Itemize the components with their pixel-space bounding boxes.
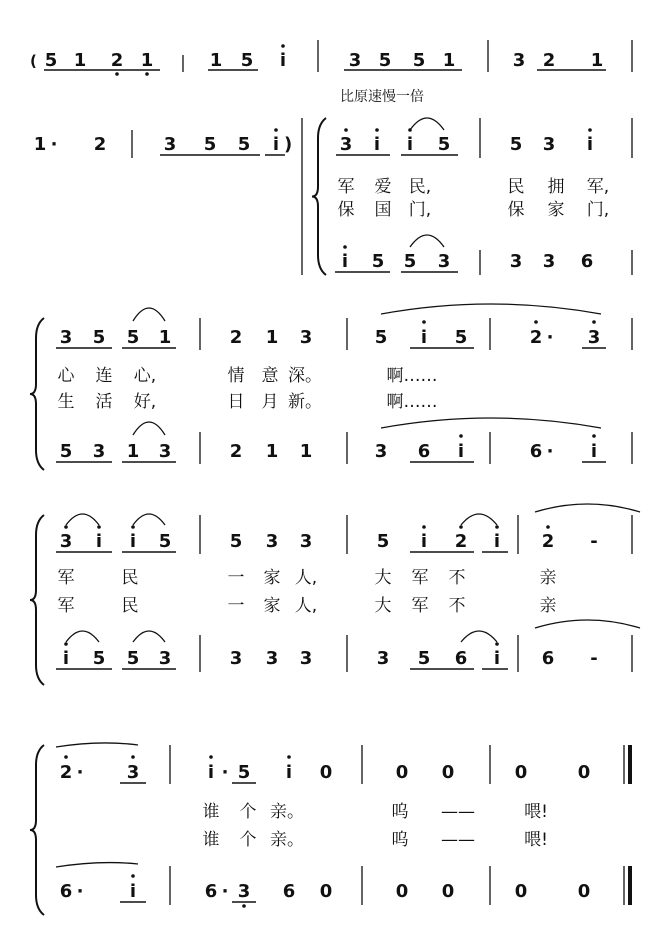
note: · [76, 881, 84, 902]
note: 5 [437, 134, 451, 155]
note: i [406, 134, 414, 155]
note: 0 [395, 762, 409, 783]
note: 2 [59, 762, 73, 783]
slur [410, 118, 444, 130]
lyric-syllable: 情 [227, 366, 245, 386]
octave-dot [422, 525, 426, 529]
note: 5 [44, 50, 58, 71]
note: · [76, 762, 84, 783]
lyric-syllable: 民, [408, 177, 432, 197]
octave-dot [375, 128, 379, 132]
slur [535, 620, 640, 628]
note: 5 [417, 648, 431, 669]
system-brace [30, 745, 44, 915]
note: 5 [403, 251, 417, 272]
note: 0 [319, 762, 333, 783]
octave-dot [131, 874, 135, 878]
lyric-syllable: 啊…… [386, 392, 438, 412]
note: 3 [299, 531, 313, 552]
note: i [341, 251, 349, 272]
octave-dot [343, 245, 347, 249]
note: 2 [454, 531, 468, 552]
lyric-syllable: 月 [261, 392, 279, 412]
note: 1 [158, 327, 172, 348]
lyric-syllable: 心, [133, 366, 157, 386]
note: i [62, 648, 70, 669]
open-paren: ( [30, 52, 37, 70]
note: 3 [126, 762, 140, 783]
lyric-syllable: 门, [408, 200, 432, 220]
note: 3 [158, 441, 172, 462]
note: 3 [265, 531, 279, 552]
slur [381, 304, 601, 314]
note: 1 [209, 50, 223, 71]
note: 3 [229, 648, 243, 669]
note: 5 [92, 327, 106, 348]
octave-dot [115, 72, 119, 76]
note: 3 [512, 50, 526, 71]
note: · [50, 134, 58, 155]
note: 5 [454, 327, 468, 348]
lyric-syllable: 保 [337, 200, 355, 220]
slur [133, 422, 165, 435]
lyric-syllable: 一 [227, 596, 245, 616]
lyric-syllable: —— [441, 802, 475, 822]
note: 5 [203, 134, 217, 155]
lyric-syllable: 军 [57, 568, 75, 588]
note: 0 [577, 762, 591, 783]
lyric-syllable: 生 [57, 392, 75, 412]
octave-dot [64, 525, 68, 529]
note: 3 [509, 251, 523, 272]
note: 1 [590, 50, 604, 71]
note: 6 [580, 251, 594, 272]
note: 0 [441, 881, 455, 902]
octave-dot [131, 755, 135, 759]
lyric-syllable: —— [441, 830, 475, 850]
note: 3 [158, 648, 172, 669]
octave-dot [281, 44, 285, 48]
lyric-syllable: 门, [586, 200, 610, 220]
lyric-syllable: 不 [448, 596, 466, 616]
note: i [272, 134, 280, 155]
note: 6 [282, 881, 296, 902]
lyric-syllable: 大 [374, 568, 392, 588]
lyric-syllable: 连 [95, 366, 113, 386]
note: 0 [441, 762, 455, 783]
octave-dot [422, 320, 426, 324]
slur [56, 743, 138, 747]
note: 0 [319, 881, 333, 902]
lyric-syllable: 军 [337, 177, 355, 197]
note: 1 [33, 134, 47, 155]
lyric-syllable: 家 [547, 200, 565, 220]
note: 0 [577, 881, 591, 902]
slur [133, 631, 165, 642]
note: · [221, 762, 229, 783]
lyric-syllable: 心 [57, 366, 75, 386]
octave-dot [495, 642, 499, 646]
lyric-syllable: 保 [507, 200, 525, 220]
note: i [129, 531, 137, 552]
note: i [95, 531, 103, 552]
note: 6 [204, 881, 218, 902]
system-brace [312, 118, 326, 275]
note: i [457, 441, 465, 462]
note: 2 [542, 50, 556, 71]
lyric-syllable: 谁 [202, 802, 220, 822]
slur [133, 514, 165, 525]
note: 3 [265, 648, 279, 669]
octave-dot [287, 755, 291, 759]
note: 1 [265, 327, 279, 348]
lyric-syllable: 亲。 [270, 830, 304, 850]
note: i [586, 134, 594, 155]
lyric-syllable: 活 [95, 392, 113, 412]
lyric-syllable: 意 [261, 366, 279, 386]
octave-dot [131, 525, 135, 529]
octave-dot [64, 642, 68, 646]
note: i [207, 762, 215, 783]
note: 3 [299, 648, 313, 669]
lyric-syllable: 军 [411, 596, 429, 616]
note: - [590, 648, 598, 669]
note: 6 [541, 648, 555, 669]
lyric-syllable: 个 [239, 802, 257, 822]
octave-dot [534, 320, 538, 324]
octave-dot [145, 72, 149, 76]
lyric-syllable: 民 [507, 177, 525, 197]
lyric-syllable: 个 [239, 830, 257, 850]
close-paren: ) [284, 134, 293, 155]
note: 5 [378, 50, 392, 71]
slur [66, 631, 99, 642]
note: 5 [374, 327, 388, 348]
note: 3 [92, 441, 106, 462]
note: 5 [126, 327, 140, 348]
note: 1 [442, 50, 456, 71]
note: 6 [417, 441, 431, 462]
note: 1 [299, 441, 313, 462]
note: 3 [237, 881, 251, 902]
note: 5 [240, 50, 254, 71]
slur [535, 504, 640, 512]
octave-dot [592, 320, 596, 324]
note: · [546, 441, 554, 462]
lyric-syllable: 拥 [547, 177, 565, 197]
note: 5 [229, 531, 243, 552]
note: 5 [158, 531, 172, 552]
lyric-syllable: 喂! [524, 802, 548, 822]
lyric-syllable: 家 [263, 596, 281, 616]
note: 5 [412, 50, 426, 71]
note: 1 [265, 441, 279, 462]
octave-dot [97, 525, 101, 529]
slur [461, 631, 497, 642]
note: 3 [299, 327, 313, 348]
lyric-syllable: 深。 [288, 366, 322, 386]
note: · [546, 327, 554, 348]
note: 3 [59, 531, 73, 552]
lyric-syllable: 人, [294, 568, 318, 588]
lyric-syllable: 日 [227, 392, 245, 412]
lyric-syllable: 人, [294, 596, 318, 616]
note: 1 [73, 50, 87, 71]
note: i [279, 50, 287, 71]
slur [66, 514, 99, 525]
note: 1 [126, 441, 140, 462]
octave-dot [209, 755, 213, 759]
lyric-syllable: 爱 [374, 177, 392, 197]
note: 6 [529, 441, 543, 462]
lyric-syllable: 喂! [524, 830, 548, 850]
octave-dot [64, 755, 68, 759]
lyric-syllable: 军, [586, 177, 610, 197]
note: i [373, 134, 381, 155]
octave-dot [242, 904, 246, 908]
note: 0 [395, 881, 409, 902]
note: i [420, 327, 428, 348]
note: i [493, 531, 501, 552]
note: 3 [542, 251, 556, 272]
slur [381, 418, 601, 428]
lyric-syllable: 啊…… [386, 366, 438, 386]
lyric-syllable: 亲 [539, 596, 557, 616]
slur [133, 308, 165, 321]
slur [410, 235, 444, 247]
lyric-syllable: 亲 [539, 568, 557, 588]
octave-dot [588, 128, 592, 132]
note: 2 [229, 327, 243, 348]
note: · [221, 881, 229, 902]
note: 5 [509, 134, 523, 155]
lyric-syllable: 新。 [288, 392, 322, 412]
note: 1 [140, 50, 154, 71]
lyric-syllable: 谁 [202, 830, 220, 850]
note: 5 [376, 531, 390, 552]
slur [56, 863, 138, 867]
note: i [590, 441, 598, 462]
note: 2 [529, 327, 543, 348]
note: 3 [59, 327, 73, 348]
note: 5 [237, 134, 251, 155]
note: 5 [126, 648, 140, 669]
lyric-syllable: 呜 [391, 802, 409, 822]
lyric-syllable: 家 [263, 568, 281, 588]
lyric-syllable: 好, [133, 392, 157, 412]
note: 3 [348, 50, 362, 71]
lyric-syllable: 军 [57, 596, 75, 616]
lyric-syllable: 军 [411, 568, 429, 588]
note: - [590, 531, 598, 552]
octave-dot [344, 128, 348, 132]
lyric-syllable: 一 [227, 568, 245, 588]
note: i [493, 648, 501, 669]
note: i [285, 762, 293, 783]
note: 6 [59, 881, 73, 902]
note: 5 [92, 648, 106, 669]
lyric-syllable: 民 [121, 596, 139, 616]
note: 3 [587, 327, 601, 348]
note: 3 [163, 134, 177, 155]
system-brace [30, 515, 44, 685]
note: i [129, 881, 137, 902]
note: i [420, 531, 428, 552]
lyric-syllable: 民 [121, 568, 139, 588]
octave-dot [546, 525, 550, 529]
lyric-syllable: 呜 [391, 830, 409, 850]
octave-dot [495, 525, 499, 529]
note: 3 [376, 648, 390, 669]
note: 3 [542, 134, 556, 155]
note: 2 [541, 531, 555, 552]
octave-dot [274, 128, 278, 132]
note: 3 [339, 134, 353, 155]
note: 0 [514, 881, 528, 902]
note: 5 [237, 762, 251, 783]
note: 2 [229, 441, 243, 462]
octave-dot [459, 434, 463, 438]
note: 6 [454, 648, 468, 669]
lyric-syllable: 国 [374, 200, 392, 220]
note: 3 [374, 441, 388, 462]
note: 2 [93, 134, 107, 155]
lyric-syllable: 亲。 [270, 802, 304, 822]
octave-dot [592, 434, 596, 438]
tempo-marking: 比原速慢一倍 [340, 89, 424, 105]
note: 2 [110, 50, 124, 71]
system-brace [30, 318, 44, 470]
note: 0 [514, 762, 528, 783]
note: 3 [437, 251, 451, 272]
note: 5 [371, 251, 385, 272]
octave-dot [459, 525, 463, 529]
note: 5 [59, 441, 73, 462]
slur [461, 514, 497, 525]
lyric-syllable: 不 [448, 568, 466, 588]
lyric-syllable: 大 [374, 596, 392, 616]
